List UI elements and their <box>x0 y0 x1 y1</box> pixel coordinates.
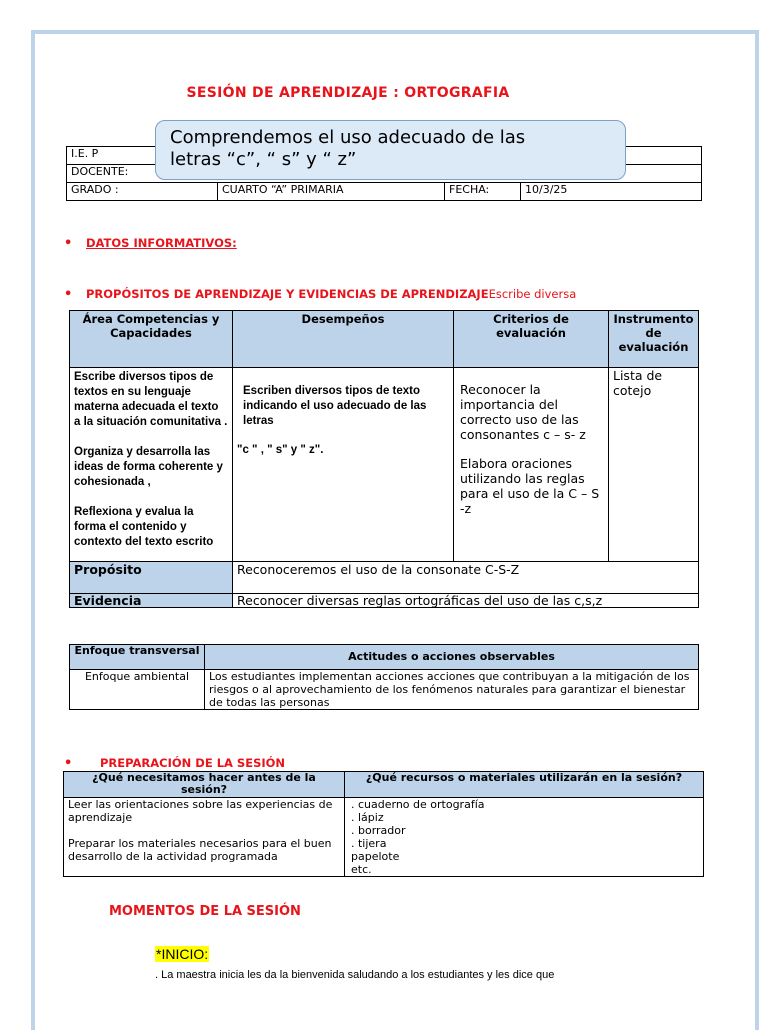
enfoque-value: Enfoque ambiental <box>70 670 205 710</box>
recursos-cell <box>345 798 704 877</box>
competencia-1: Escribe diversos tipos de textos en su lenguaje materna adecuada el texto a la situación comunitativa . <box>74 371 228 428</box>
preparacion-table <box>63 771 704 877</box>
competencia-2: Organiza y desarrolla las ideas de forma coherente y cohesionada , <box>74 446 223 488</box>
section-propositos: • PROPÓSITOS DE APRENDIZAJE Y EVIDENCIAS DE APRENDIZAJEEscribe diversa <box>64 287 577 302</box>
competencias-cell <box>70 368 233 562</box>
grado-label: GRADO : <box>67 183 218 201</box>
actitudes-value: Los estudiantes implementan acciones acciones que contribuyan a la mitigación de los riesgos o al aprovechamiento de los fenómenos naturales para garantizar el bienestar de todas las personas <box>205 670 699 710</box>
proposito-label: Propósito <box>70 562 233 594</box>
section-momentos: MOMENTOS DE LA SESIÓN <box>109 904 301 919</box>
section-preparacion: • PREPARACIÓN DE LA SESIÓN <box>64 756 286 771</box>
ie-cell: I.E. P <box>67 147 702 165</box>
header-antes: ¿Qué necesitamos hacer antes de la sesión? <box>64 772 345 798</box>
desempeno-1: Escriben diversos tipos de texto indicando el uso adecuado de las letras <box>243 385 427 427</box>
proposito-value: Reconoceremos el uso de la consonate C-S-Z <box>233 562 699 594</box>
bullet-icon: • <box>64 756 73 771</box>
grado-value: CUARTO “A” PRIMARIA <box>218 183 445 201</box>
desempeno-2: "c " , " s" y " z". <box>237 444 324 456</box>
inicio-label: *INICIO: <box>156 946 209 962</box>
antes-cell <box>64 798 345 877</box>
evidencia-label: Evidencia <box>70 594 233 608</box>
header-actitudes: Actitudes o acciones observables <box>205 645 699 670</box>
antes-2: Preparar los materiales necesarios para el buen desarrollo de la actividad programada <box>68 837 332 863</box>
callout-line-2: letras “c”, “ s” y “ z” <box>170 149 357 170</box>
instrumento-cell: Lista de cotejo <box>609 368 699 562</box>
header-area: Área Competencias y Capacidades <box>70 311 233 368</box>
competencia-3: Reflexiona y evalua la forma el contenido y contexto del texto escrito <box>74 506 214 548</box>
docente-cell: DOCENTE: <box>67 165 702 183</box>
recurso-item: . tijera <box>351 837 387 850</box>
header-recursos: ¿Qué recursos o materiales utilizarán en la sesión? <box>345 772 704 798</box>
recurso-item: . lápiz <box>351 811 384 824</box>
fecha-label: FECHA: <box>445 183 521 201</box>
desempenos-cell <box>233 368 454 562</box>
header-instrumento: Instrumento de evaluación <box>609 311 699 368</box>
criterio-2: Elabora oraciones utilizando las reglas para el uso de la C – S -z <box>460 456 600 516</box>
section-datos: • DATOS INFORMATIVOS: <box>64 236 237 251</box>
recurso-item: . borrador <box>351 824 406 837</box>
bullet-icon: • <box>64 236 73 251</box>
header-criterios: Criterios de evaluación <box>454 311 609 368</box>
page-title: SESIÓN DE APRENDIZAJE : ORTOGRAFIA <box>186 85 510 101</box>
header-desempenos: Desempeños <box>233 311 454 368</box>
recurso-item: papelote <box>351 850 400 863</box>
session-title-callout <box>155 120 626 180</box>
recurso-item: . cuaderno de ortografía <box>351 798 485 811</box>
header-enfoque: Enfoque transversal <box>70 645 205 670</box>
competencias-table <box>69 310 699 608</box>
criterio-1: Reconocer la importancia del correcto uso de las consonantes c – s- z <box>460 382 586 442</box>
criterios-cell <box>454 368 609 562</box>
callout-line-1: Comprendemos el uso adecuado de las <box>170 127 526 148</box>
enfoque-table <box>69 644 699 710</box>
evidencia-value: Reconocer diversas reglas ortográficas del uso de las c,s,z <box>233 594 699 608</box>
fecha-value: 10/3/25 <box>521 183 702 201</box>
inicio-text: . La maestra inicia les da la bienvenida saludando a los estudiantes y les dice que <box>155 969 555 981</box>
bullet-icon: • <box>64 287 73 302</box>
antes-1: Leer las orientaciones sobre las experiencias de aprendizaje <box>68 798 333 824</box>
recurso-item: etc. <box>351 863 372 876</box>
